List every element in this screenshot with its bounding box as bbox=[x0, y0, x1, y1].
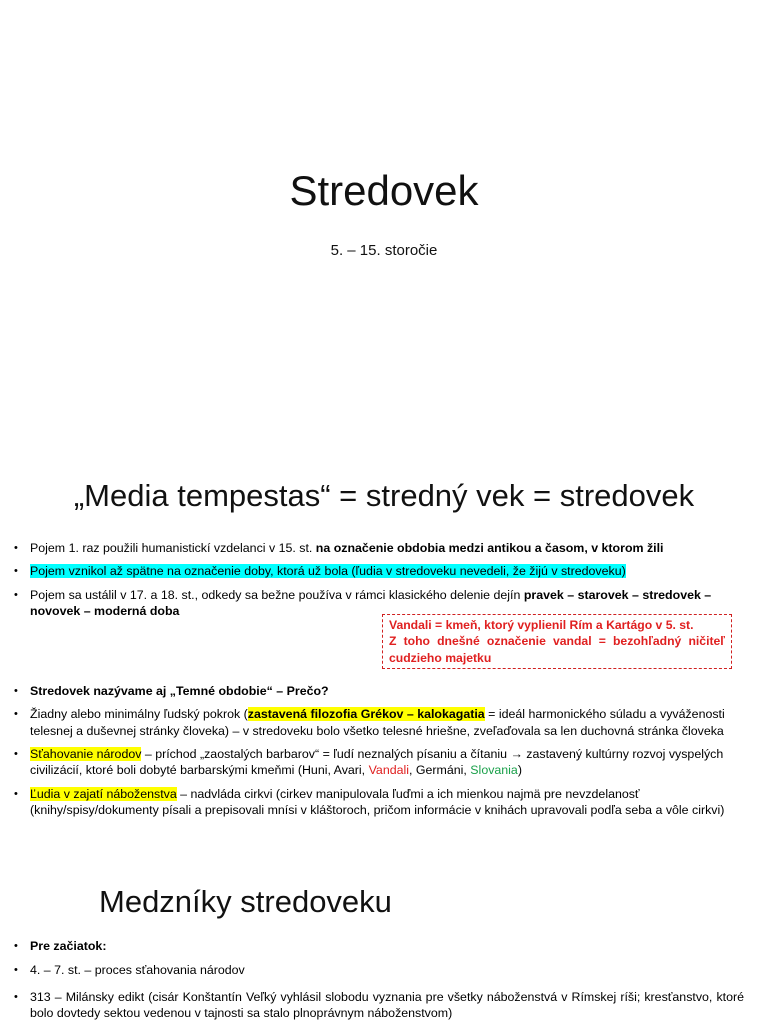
bullet-text: Pojem 1. raz použili humanistickí vzdelanci v 15. st. bbox=[30, 541, 316, 555]
bullet-text: ) bbox=[517, 763, 522, 778]
bullet-text-bold: pravek – starovek – stredovek – novovek – moderná doba bbox=[30, 587, 712, 618]
bullet-list-medzniky bbox=[14, 938, 744, 1028]
highlighted-text-cyan: Pojem vznikol až spätne na označenie doby, ktorá už bola (ľudia v stredoveku nevedeli, že žijú v stredoveku) bbox=[30, 564, 626, 579]
list-item bbox=[14, 683, 744, 699]
highlighted-text-yellow: Sťahovanie národov bbox=[30, 747, 142, 762]
bullet-text-bold: Pre začiatok: bbox=[30, 939, 107, 953]
callout-line: Z toho dnešné označenie vandal = bezohľadný ničiteľ cudzieho majetku bbox=[389, 634, 725, 665]
section-heading-media-tempestas: „Media tempestas“ = stredný vek = stredovek bbox=[73, 478, 695, 513]
bullet-text-bold: Stredovek nazývame aj „Temné obdobie“ – Prečo? bbox=[30, 684, 329, 699]
slide-title: Stredovek bbox=[289, 167, 479, 214]
bullet-text-bold: na označenie obdobia medzi antikou a časom, v ktorom žili bbox=[315, 541, 664, 555]
highlighted-text-yellow: Ľudia v zajatí náboženstva bbox=[30, 786, 177, 801]
bullet-list-stredovek bbox=[14, 540, 744, 825]
callout-box-vandali bbox=[382, 614, 732, 669]
bullet-text: 4. – 7. st. – proces sťahovania národov bbox=[30, 963, 245, 978]
red-text-vandali: Vandali bbox=[368, 763, 409, 778]
list-item bbox=[14, 989, 744, 1022]
list-item bbox=[14, 563, 744, 579]
list-item bbox=[14, 540, 744, 556]
highlighted-text-yellow: zastavená filozofia Grékov – kalokagatia bbox=[247, 707, 485, 722]
section-heading-medzniky: Medzníky stredoveku bbox=[99, 884, 392, 919]
list-item bbox=[14, 786, 744, 819]
callout-line: Vandali = kmeň, ktorý vyplienil Rím a Kartágo v 5. st. bbox=[389, 618, 694, 632]
arrow-icon: → bbox=[510, 747, 523, 762]
list-item bbox=[14, 962, 744, 978]
bullet-text: Žiadny alebo minimálny ľudský pokrok ( bbox=[30, 707, 248, 722]
green-text-slovania: Slovania bbox=[470, 763, 518, 778]
list-item bbox=[14, 746, 744, 779]
list-item bbox=[14, 706, 744, 739]
bullet-text: , Germáni, bbox=[409, 763, 471, 778]
bullet-text: – nadvláda cirkvi (cirkev manipulovala ľuďmi a ich mienkou najmä pre nevzdelanosť (knihy/spisy/dokumenty písali a prepisovali mnísi v kláštoroch, pričom informácie v knihách upravovali podľa seba a vôle cirkvi) bbox=[30, 786, 725, 817]
bullet-text: = ideál harmonického súladu a vyváženosti telesnej a duševnej stránky človeka) – v stredoveku bolo všetko telesné hriešne, zveľaďovala sa len duchovná stránka človeka bbox=[30, 707, 725, 738]
slide-subtitle: 5. – 15. storočie bbox=[330, 242, 438, 259]
bullet-text: Pojem sa ustálil v 17. a 18. st., odkedy sa bežne používa v rámci klasického delenie dejín bbox=[30, 587, 524, 602]
title-slide bbox=[0, 0, 768, 440]
bullet-text: zastavený kultúrny rozvoj vyspelých civilizácií, ktoré boli dobyté barbarskými kmeňmi (Huni, Avari, bbox=[30, 747, 724, 778]
list-item bbox=[14, 938, 744, 954]
bullet-text: – príchod „zaostalých barbarov“ = ľudí neznalých písaniu a čítaniu bbox=[141, 747, 511, 762]
bullet-text: 313 – Milánsky edikt (cisár Konštantín Veľký vyhlásil slobodu vyznania pre všetky náboženstvá v Rímskej ríši; kresťanstvo, ktoré bolo dovtedy sektou vedenou v tajnosti sa stalo plnoprávnym náboženstvom) bbox=[30, 989, 744, 1020]
